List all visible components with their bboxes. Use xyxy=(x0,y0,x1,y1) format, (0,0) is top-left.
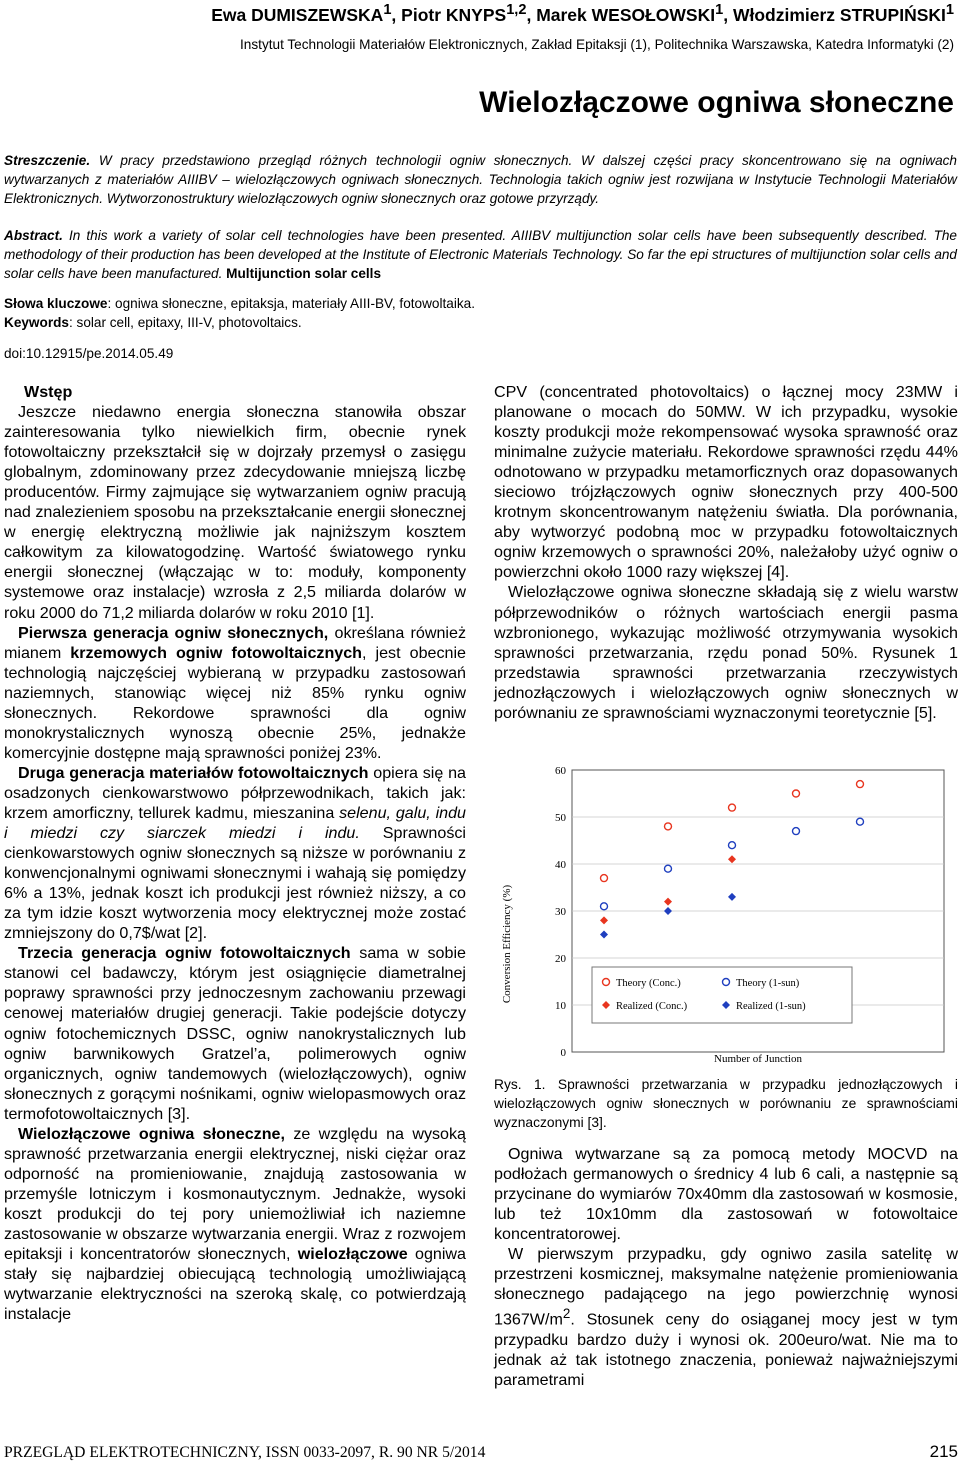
text: . Stosunek ceny do osiąganej mocy jest w tym przypadku bardzo duży i wynosi ok. 200euro/wat. Nie ma to jednak aż tak istotnego znaczenia, ponieważ najważniejszymi parametrami xyxy=(494,1310,958,1389)
data-point xyxy=(729,842,736,849)
affiliation: Instytut Technologii Materiałów Elektronicznych, Zakład Epitaksji (1), Politechnika Warszawska, Katedra Informatyki (2) xyxy=(240,37,954,52)
data-point xyxy=(601,875,608,882)
keywords-en xyxy=(4,313,302,332)
y-axis-label: Conversion Efficiency (%) xyxy=(501,884,513,1004)
left-column xyxy=(4,382,466,1324)
data-point xyxy=(665,865,672,872)
legend-label: Realized (1-sun) xyxy=(736,1001,806,1012)
keywords-pl xyxy=(4,294,475,313)
text: W pierwszym przypadku, gdy ogniwo zasila satelitę w przestrzeni kosmicznej, maksymalne natężenie promieniowania słonecznego padającego na jego powierzchnię wynosi 1367W/m xyxy=(494,1245,958,1329)
paragraph xyxy=(4,943,466,1123)
text: ogniwa stały się najbardziej obiecującą technologią umożliwiającą wytwarzanie elektryczności na szeroką skalę, co potwierdzają instalacje xyxy=(4,1245,466,1324)
data-point xyxy=(600,931,608,939)
keywords-pl-text: : ogniwa słoneczne, epitaksja, materiały AIII-BV, fotowoltaika. xyxy=(107,296,475,311)
y-tick-label: 20 xyxy=(555,953,566,965)
abstract-pl-label: Streszczenie. xyxy=(4,153,91,168)
author-1-sup: 1 xyxy=(383,2,392,18)
chart-yticks xyxy=(555,765,567,1059)
abstract-en-text: In this work a variety of solar cell technologies have been presented. AIIIBV multijunction solar cells have been subsequently described. The methodology of their production has been developed at the Institute of Electronic Materials Technology. So far the epi structures of multijunction solar cells and solar cells have been manufactured. xyxy=(4,228,957,281)
journal-info: PRZEGLĄD ELEKTROTECHNICZNY, ISSN 0033-2097, R. 90 NR 5/2014 xyxy=(4,1444,486,1461)
x-axis-label: Number of Junction xyxy=(714,1053,802,1064)
keywords-en-label: Keywords xyxy=(4,315,69,330)
text: , jest obecnie technologią najczęściej wybieraną w przypadku zastosowań naziemnych, stanowiąc więcej niż 85% rynku ogniw słonecznych. Rekordowe sprawności dla ogniw monokrystalicznych wynoszą obecnie 25%, jednakże komercyjnie dostępne mają sprawności poniżej 23%. xyxy=(4,643,466,762)
page-footer xyxy=(4,1444,958,1462)
author-4: Włodzimierz STRUPIŃSKI xyxy=(732,4,946,25)
right-column-bottom xyxy=(494,1144,958,1390)
data-point xyxy=(857,818,864,825)
data-point xyxy=(601,903,608,910)
author-3: Marek WESOŁOWSKI xyxy=(536,4,716,25)
y-tick-label: 30 xyxy=(555,906,566,918)
superscript: 2 xyxy=(562,1306,571,1322)
abstract-en-title: Multijunction solar cells xyxy=(222,266,382,281)
chart-legend xyxy=(592,967,852,1023)
data-point xyxy=(664,898,672,906)
page-number: 215 xyxy=(929,1442,958,1461)
legend-label: Realized (Conc.) xyxy=(616,1001,688,1012)
author-1: Ewa DUMISZEWSKA xyxy=(211,4,384,25)
abstract-pl-text: W pracy przedstawiono przegląd różnych technologii ogniw słonecznych. W dalszej części pracy skoncentrowano się na ogniwach wytwarzanych z materiałów AIIIBV – wielozłączowych ogniwach słonecznych. Technologia takich ogniw jest rozwijana w Instytucie Technologii Materiałów Elektronicznych. Wytworzonostruktury wielozłączowych ogniw słonecznych oraz gotowe przyrządy. xyxy=(4,153,957,206)
text: Sprawności cienkowarstowych ogniw słonecznych są niższe w porównaniu z konwencjonalnymi ogniwami słonecznymi i wahają się pomiędzy 6% a 13%, jednak koszt ich produkcji jest również niższy, a co za tym idzie koszt wytworzenia mocy elektrycznej może zostać zmniejszony do 0,7$/wat [2]. xyxy=(4,824,466,943)
paragraph: Ogniwa wytwarzane są za pomocą metody MOCVD na podłożach germanowych o średnicy 4 lub 6 cali, a następnie są przycinane do wymiarów 70x40mm dla zastosowań w kosmosie, lub też 10x10mm dla zastosowań w fotowoltaice koncentratorowej. xyxy=(494,1145,958,1244)
data-point xyxy=(857,781,864,788)
data-point xyxy=(728,855,736,863)
text: ze względu na wysoką sprawność przetwarzania energii elektrycznej, niski ciężar oraz odporność na promieniowanie, znajdują zastosowania w przemyśle lotniczym i kosmonautycznym. Jednakże, wysoki koszt produkcji do tej pory uniemożliwiał ich naziemne zastosowanie w obszarze wytwarzania energii. Wraz z rozwojem epitaksji i koncentratorów słonecznych, xyxy=(4,1124,466,1264)
keywords-pl-label: Słowa kluczowe xyxy=(4,296,108,311)
text: określana również mianem xyxy=(4,623,467,662)
doi: doi:10.12915/pe.2014.05.49 xyxy=(4,346,174,361)
bold-text: krzemowych ogniw fotowoltaicznych xyxy=(70,643,363,662)
data-point xyxy=(793,790,800,797)
author-2-sup: 1,2 xyxy=(506,2,527,18)
legend-label: Theory (Conc.) xyxy=(616,978,681,989)
keywords-en-text: : solar cell, epitaxy, III-V, photovoltaics. xyxy=(68,315,302,330)
author-2: Piotr KNYPS xyxy=(401,4,507,25)
abstract-en xyxy=(4,226,957,283)
chart-points xyxy=(600,781,864,939)
legend-label: Theory (1-sun) xyxy=(736,978,800,989)
data-point xyxy=(793,828,800,835)
y-tick-label: 60 xyxy=(555,765,566,777)
paragraph xyxy=(4,623,466,763)
figure-caption: Rys. 1. Sprawności przetwarzania w przypadku jednozłączowych i wielozłączowych ogniw słonecznych w porównaniu ze sprawnościami wyznaczonymi [3]. xyxy=(494,1077,958,1130)
paragraph: Wielozłączowe ogniwa słoneczne składają się z wielu warstw półprzewodników o różnych wartościach energii pasma wzbronionego, wykazując możliwość otrzymywania wysokich sprawności przetwarzania, rzędu ponad 50%. Rysunek 1 przedstawia sprawności przetwarzania rzeczywistych jednozłączowych i wielozłączowych ogniw słonecznych w porównaniu ze sprawnościami wyznaczonymi teoretycznie [5]. xyxy=(494,583,958,722)
bold-text: Trzecia generacja ogniw fotowoltaicznych xyxy=(18,944,351,963)
text: sama w sobie stanowi cel badawczy, którym jest osiągnięcie diametralnej poprawy sprawności przy jednoczesnym zachowaniu przewagi cenowej materiałów drugiej generacji. Takie podejście dotyczy ogniw fotochemicznych DSSC, ogniw nanokrystalicznych lub ogniw barwnikowych Gratzel’a, polimerowych ogniw organicznych, ogniw tandemowych (wielozłączowych), ogniw słonecznych z gorącymi nośnikami, ogniw wielopasmowych oraz termofotowoltaicznych [3]. xyxy=(4,944,466,1123)
paper-title: Wielozłączowe ogniwa słoneczne xyxy=(479,86,954,119)
paragraph: CPV (concentrated photovoltaics) o łącznej mocy 23MW i planowane o mocach do 50MW. W ich przypadku, wysokie koszty produkcji może rekompensować wysoka sprawność oraz minimalne zużycie materiału. Rekordowe sprawności rzędu 44% odnotowano w przypadku metamorficznych oraz dopasowanych sieciowo trójzłączowych ogniw słonecznych przy 400-500 krotnym skoncentrowanym natężeniu światła. Dla porównania, aby wytworzyć podobną moc w przypadku fotowoltaicznych ogniw krzemowych o sprawności 20%, należałoby użyć ogniw o powierzchni około 1000 razy większej [4]. xyxy=(494,383,958,582)
abstract-pl xyxy=(4,151,957,208)
italic-text: selenu, galu, indu i miedzi czy siarczek miedzi i indu. xyxy=(4,803,466,843)
bold-text: Pierwsza generacja ogniw słonecznych, xyxy=(18,623,329,642)
bold-text: wielozłączowe xyxy=(297,1245,408,1264)
abstract-en-label: Abstract. xyxy=(4,228,63,243)
section-heading: Wstęp xyxy=(24,383,73,401)
data-point xyxy=(665,823,672,830)
author-4-sup: 1 xyxy=(945,2,954,18)
y-tick-label: 10 xyxy=(555,1000,566,1012)
right-column-top xyxy=(494,382,958,723)
paragraph xyxy=(4,763,466,943)
bold-text: Druga generacja materiałów fotowoltaicznych xyxy=(18,763,369,782)
data-point xyxy=(728,893,736,901)
legend-box xyxy=(592,967,852,1023)
bold-text: Wielozłączowe ogniwa słoneczne, xyxy=(18,1124,285,1143)
paragraph xyxy=(4,1124,466,1324)
y-tick-label: 40 xyxy=(555,859,566,871)
efficiency-chart xyxy=(494,762,960,1064)
y-tick-label: 0 xyxy=(560,1047,566,1059)
data-point xyxy=(664,907,672,915)
author-3-sup: 1 xyxy=(715,2,724,18)
paragraph: Jeszcze niedawno energia słoneczna stanowiła obszar zainteresowania tylko niewielkich firm, obecnie rynek fotowoltaiczny przekształcił się w dojrzały przemysł o zasięgu globalnym, zdominowany przez zdecydowanie mniejszą liczbę producentów. Firmy zajmujące się wytwarzaniem ogniw pracują nad znalezieniem sposobu na przekształcanie energii słonecznej w energię elektryczną możliwie jak najniższym kosztem całkowitym za kilowatogodzinę. Wartość światowego rynku energii słonecznej (włączając w to: moduły, komponenty systemowe oraz instalacje) wzrosła z 2,5 miliarda dolarów w roku 2000 do 71,2 miliarda dolarów w roku 2010 [1]. xyxy=(4,403,466,622)
paragraph xyxy=(494,1244,958,1390)
authors: Ewa DUMISZEWSKA$^1$, Piotr KNYPS$^{1,2}$, Marek WESOŁOWSKI$^1$, Włodzimierz STRUPIŃSKI$^1$ xyxy=(211,2,954,25)
text: opiera się na osadzonych cienkowarstwowo półprzewodnikach, takich jak: krzem amorficzny, tellurek kadmu, mieszanina xyxy=(4,763,466,822)
data-point xyxy=(600,916,608,924)
data-point xyxy=(729,804,736,811)
y-tick-label: 50 xyxy=(555,812,566,824)
